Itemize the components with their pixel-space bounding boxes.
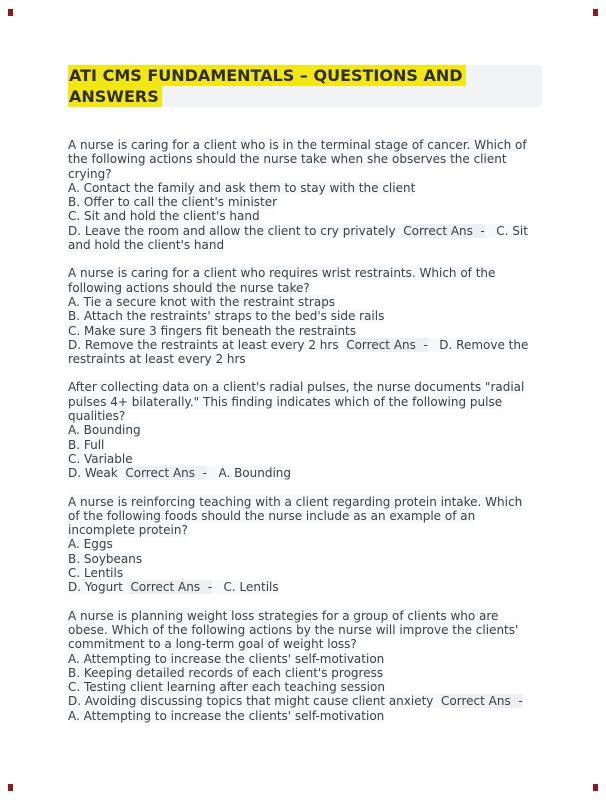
text-line <box>68 452 542 466</box>
text-line <box>68 238 542 252</box>
text-line-content: B. Keeping detailed records of each client's progress <box>68 665 384 680</box>
text-line-content: D. Avoiding discussing topics that might cause client anxiety Correct Ans - <box>68 694 523 709</box>
text-line <box>68 266 542 280</box>
text-line <box>68 423 542 437</box>
text-line-content: the following actions should the nurse take when she observes the client <box>68 152 507 167</box>
text-line-content: C. Variable <box>68 451 133 466</box>
text-line <box>68 637 542 651</box>
text-line <box>68 380 542 394</box>
text-line-content: A nurse is caring for a client who requires wrist restraints. Which of the <box>68 266 496 281</box>
text-line <box>68 652 542 666</box>
text-line-content: C. Testing client learning after each teaching session <box>68 680 385 695</box>
text-line-content: following actions should the nurse take? <box>68 280 310 295</box>
text-line <box>68 566 542 580</box>
question-block <box>68 380 542 480</box>
text-line-content: A nurse is planning weight loss strategies for a group of clients who are <box>68 608 499 623</box>
text-line <box>68 224 542 238</box>
text-line-content: pulses 4+ bilaterally." This finding indicates which of the following pulse <box>68 394 503 409</box>
text-line-content: of the following foods should the nurse include as an example of an <box>68 508 476 523</box>
text-line <box>68 438 542 452</box>
text-line-content: A. Tie a secure knot with the restraint straps <box>68 294 336 309</box>
text-line-content: After collecting data on a client's radial pulses, the nurse documents "radial <box>68 380 525 395</box>
question-block <box>68 138 542 252</box>
text-line-content: qualities? <box>68 409 126 424</box>
text-line <box>68 694 542 708</box>
text-line-content: A nurse is reinforcing teaching with a client regarding protein intake. Which <box>68 494 523 509</box>
text-line <box>68 352 542 366</box>
text-line <box>68 395 542 409</box>
correct-ans-highlight: Correct Ans - <box>403 223 485 238</box>
text-line-content: D. Weak Correct Ans - A. Bounding <box>68 466 292 481</box>
text-line <box>68 680 542 694</box>
text-line-content: D. Yogurt Correct Ans - C. Lentils <box>68 580 279 595</box>
text-line-content: C. Sit and hold the client's hand <box>68 209 260 224</box>
text-line-content: restraints at least every 2 hrs <box>68 352 246 367</box>
text-line <box>68 167 542 181</box>
text-line <box>68 666 542 680</box>
title-highlight-1: ATI CMS FUNDAMENTALS – QUESTIONS AND <box>68 65 466 86</box>
corner-mark-bottom-left <box>8 784 13 791</box>
correct-ans-highlight: Correct Ans - <box>346 337 428 352</box>
text-line <box>68 609 542 623</box>
title-line-1 <box>68 65 542 86</box>
text-line-content: crying? <box>68 166 112 181</box>
questions-list <box>68 138 542 723</box>
text-line <box>68 466 542 480</box>
text-line <box>68 309 542 323</box>
text-line <box>68 709 542 723</box>
text-line <box>68 623 542 637</box>
correct-ans-highlight: Correct Ans - <box>441 694 523 709</box>
text-line <box>68 195 542 209</box>
text-line-content: C. Make sure 3 fingers fit beneath the restraints <box>68 323 357 338</box>
text-line <box>68 295 542 309</box>
text-line-content: D. Leave the room and allow the client to cry privately Correct Ans - C. Sit <box>68 223 528 238</box>
text-line <box>68 138 542 152</box>
text-line <box>68 324 542 338</box>
corner-mark-bottom-right <box>593 784 598 791</box>
text-line-content: D. Remove the restraints at least every 2 hrs Correct Ans - D. Remove the <box>68 337 529 352</box>
text-line <box>68 152 542 166</box>
correct-ans-highlight: Correct Ans - <box>130 580 213 595</box>
text-line-content: and hold the client's hand <box>68 238 225 253</box>
corner-mark-top-left <box>8 9 13 16</box>
document-title <box>68 65 542 107</box>
text-line-content: B. Full <box>68 437 105 452</box>
text-line <box>68 409 542 423</box>
text-line <box>68 281 542 295</box>
text-line-content: obese. Which of the following actions by the nurse will improve the clients' <box>68 622 519 637</box>
title-line-2 <box>68 86 542 107</box>
corner-mark-top-right <box>593 9 598 16</box>
question-block <box>68 609 542 723</box>
text-line-content: B. Soybeans <box>68 551 143 566</box>
text-line <box>68 181 542 195</box>
text-line-content: incomplete protein? <box>68 523 188 538</box>
text-line <box>68 537 542 551</box>
correct-ans-highlight: Correct Ans - <box>125 466 207 481</box>
question-block <box>68 495 542 595</box>
text-line-content: commitment to a long-term goal of weight loss? <box>68 637 357 652</box>
text-line-content: C. Lentils <box>68 566 124 581</box>
text-line <box>68 509 542 523</box>
document-content <box>68 65 542 737</box>
text-line-content: A. Attempting to increase the clients' self-motivation <box>68 708 385 723</box>
text-line-content: B. Attach the restraints' straps to the bed's side rails <box>68 309 385 324</box>
question-block <box>68 266 542 366</box>
text-line <box>68 552 542 566</box>
text-line-content: A nurse is caring for a client who is in the terminal stage of cancer. Which of <box>68 138 527 152</box>
text-line-content: B. Offer to call the client's minister <box>68 195 278 210</box>
text-line-content: A. Contact the family and ask them to stay with the client <box>68 180 416 195</box>
text-line-content: A. Attempting to increase the clients' self-motivation <box>68 651 385 666</box>
text-line <box>68 338 542 352</box>
text-line-content: A. Bounding <box>68 423 141 438</box>
text-line <box>68 580 542 594</box>
title-highlight-2: ANSWERS <box>68 86 162 107</box>
text-line <box>68 209 542 223</box>
text-line <box>68 495 542 509</box>
text-line <box>68 523 542 537</box>
text-line-content: A. Eggs <box>68 537 113 552</box>
